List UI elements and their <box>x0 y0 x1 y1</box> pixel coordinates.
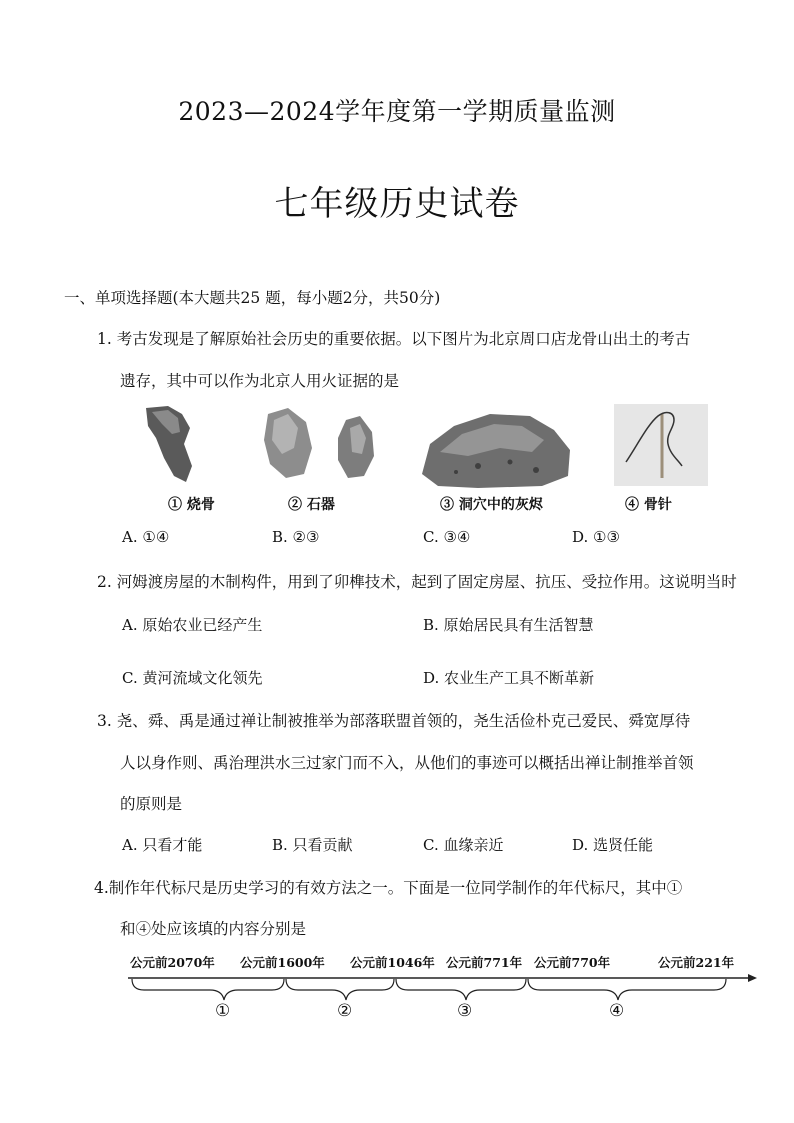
q3-stem-line1: 3. 尧、舜、禹是通过禅让制被推举为部落联盟首领的，尧生活俭朴克己爱民、舜宽厚待 <box>97 712 691 730</box>
bone-needle-image <box>614 404 708 486</box>
q1-stem-line1: 1. 考古发现是了解原始社会历史的重要依据。以下图片为北京周口店龙骨山出土的考古 <box>97 330 691 348</box>
burnt-bone-image <box>146 406 192 482</box>
cave-ashes-image <box>422 414 570 488</box>
segment-number-3: ③ <box>457 1001 473 1021</box>
q1-option-d[interactable]: D. ①③ <box>572 528 620 546</box>
exam-title: 2023—2024学年度第一学期质量监测 <box>178 97 616 126</box>
stone-tools-image <box>264 408 374 478</box>
q3-stem-line3: 的原则是 <box>120 795 183 813</box>
q2-option-d[interactable]: D. 农业生产工具不断革新 <box>423 669 595 687</box>
caption-burnt-bone: ① 烧骨 <box>168 497 215 513</box>
q2-option-c[interactable]: C. 黄河流域文化领先 <box>122 669 263 687</box>
q3-option-d[interactable]: D. 选贤任能 <box>572 836 654 854</box>
q2-option-a[interactable]: A. 原始农业已经产生 <box>122 616 263 634</box>
q4-stem-line2: 和④处应该填的内容分别是 <box>120 920 307 938</box>
timeline-label-2070: 公元前2070年 <box>130 955 215 970</box>
q3-option-a[interactable]: A. 只看才能 <box>122 836 203 854</box>
q3-option-b[interactable]: B. 只看贡献 <box>272 836 353 854</box>
q3-stem-line2: 人以身作则、禹治理洪水三过家门而不入，从他们的事迹可以概括出禅让制推举首领 <box>120 754 694 772</box>
section-heading: 一、单项选择题(本大题共25 题，每小题2分，共50分) <box>64 289 441 307</box>
timeline-label-221: 公元前221年 <box>658 955 735 970</box>
caption-bone-needle: ④ 骨针 <box>625 497 672 513</box>
q2-option-b[interactable]: B. 原始居民具有生活智慧 <box>423 616 594 634</box>
q1-option-a[interactable]: A. ①④ <box>122 528 170 546</box>
caption-cave-ashes: ③ 洞穴中的灰烬 <box>440 497 543 513</box>
timeline-label-1600: 公元前1600年 <box>240 955 325 970</box>
timeline-label-1046: 公元前1046年 <box>350 955 435 970</box>
segment-number-2: ② <box>337 1001 353 1021</box>
q4-stem-line1: 4.制作年代标尺是历史学习的有效方法之一。下面是一位同学制作的年代标尺，其中① <box>94 879 683 897</box>
segment-number-1: ① <box>215 1001 231 1021</box>
timeline-label-771: 公元前771年 <box>446 955 523 970</box>
q1-stem-line2: 遗存，其中可以作为北京人用火证据的是 <box>120 372 400 390</box>
q1-artifact-figures <box>138 404 712 516</box>
q2-stem-line1: 2. 河姆渡房屋的木制构件，用到了卯榫技术，起到了固定房屋、抗压、受拉作用。这说明当时 <box>97 573 737 591</box>
exam-subtitle: 七年级历史试卷 <box>274 184 520 224</box>
segment-number-4: ④ <box>609 1001 625 1021</box>
q4-timeline <box>126 948 758 1026</box>
q1-option-c[interactable]: C. ③④ <box>423 528 471 546</box>
q3-option-c[interactable]: C. 血缘亲近 <box>423 836 504 854</box>
timeline-label-770: 公元前770年 <box>534 955 611 970</box>
caption-stone-tools: ② 石器 <box>288 497 335 513</box>
q1-option-b[interactable]: B. ②③ <box>272 528 320 546</box>
